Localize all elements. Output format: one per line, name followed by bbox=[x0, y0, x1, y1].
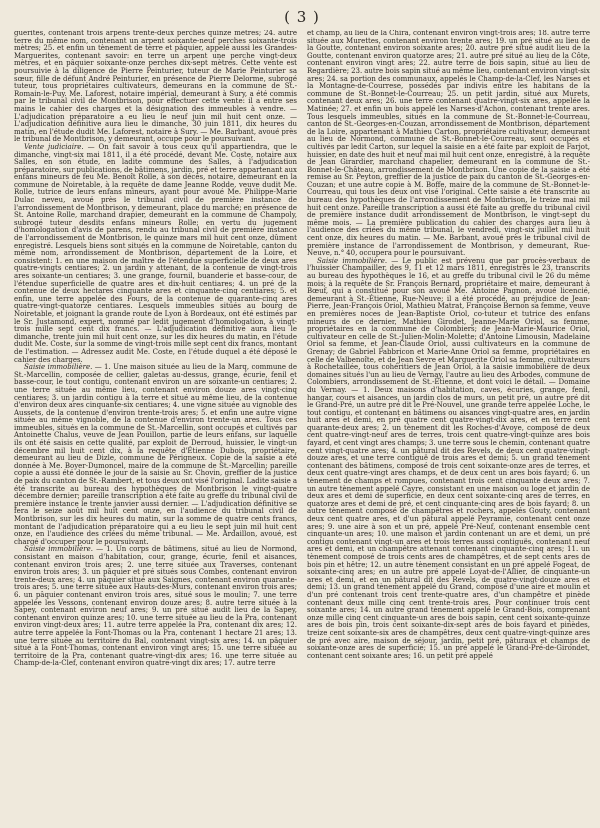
notice-paragraph bbox=[14, 30, 297, 144]
notice-paragraph bbox=[14, 546, 297, 668]
notice-text: guerites, contenant trois arpens trente-deux perches quinze mètres; 24. autre terre du même nom, contenant un arpent soixante-neuf perches soixante-trois mètres; 25. et enfin un tènement de terre et pâquier, appelé aussi les Grandes-Marguerites, contenant savoir: en terre un arpent une perche vingt-deux mètres, et en pâquier soixante-onze perches dix-sept mètres. Cette vente est poursuivie à la diligence de Pierre Peinturier, tuteur de Marie Peinturier sa sœur, fille de défunt André Peinturier, en présence de Pierre Delorme, subrogé tuteur, tous propriétaires cultivateurs, demeurans en la commune de St.-Romain-le-Puy. Me. Laforest, notaire impérial, demeurant à Sury, a été commis par le tribunal civil de Montbrison, pour effectuer cette vente: il a entre ses mains le cahier des charges et la désignation des immeubles à vendre. — L'adjudication préparatoire a eu lieu le neuf juin mil huit cent onze. — L'adjudication définitive aura lieu le dimanche, 30 juin 1811, dix heures du matin, en l'étude dudit Me. Laforest, notaire à Sury. — Me. Barbant, avoué près le tribunal de Montbrison, y demeurant, occupe pour le poursuivant. bbox=[14, 30, 297, 144]
right-column bbox=[307, 30, 590, 820]
notice-paragraph bbox=[14, 364, 297, 546]
notice-paragraph bbox=[307, 258, 590, 660]
notice-paragraph bbox=[307, 30, 590, 258]
notice-heading: Saisie immobilière. bbox=[317, 256, 388, 265]
notice-text: et champ, au lieu de la Chira, contenant environ vingt-trois ares; 18. autre terre située aux Murettes, contenant environ trente ares; 19. un pré situé au lieu de la Goutte, contenant environ soixante ares; 20. autre pré situé audit lieu de la Goutte, contenant environ quatorze ares; 21. autre pré situé au lieu de la Côte, contenant environ vingt ares; 22. autre terre de bois sapin, situé au lieu de Regardière; 23. autre bois sapin situé au même lieu, contenant environ vingt-six ares; 24. sa portion des communaux, appelés le Champ-de-la-Clef, les Narses et la Montagne-de-Courrese, possédés par indivis entre les habitans de la commune de St.-Bonnet-le-Courreau; 25. un petit jardin, situé aux Murets, contenant deux ares; 26. une terre contenant quatre-vingt-six ares, appelée la Matinée; 27. et enfin un bois appelé les Narses-d'Achon, contenant trente ares. Tous lesquels immeubles, situés en la commune de St.-Bonnet-le-Courreau, canton de St.-Georges-en-Couzan, arrondissement de Montbrison, département de la Loire, appartenant à Mathieu Carton, propriétaire cultivateur, demeurant au lieu de Normond, commune de St.-Bonnet-le-Courreau, sont occupés et cultivés par ledit Carton, sur lequel la saisie en a été faite par exploit de Farjot, huissier, en date des huit et neuf mai mil huit cent onze, enregistré, à la requête de Jean Girardier, marchand chapelier, demeurant en la commune de St.-Bonnet-le-Château, arrondissement de Montbrison. Une copie de la saisie a été remise au Sr. Peyton, greffier de la justice de paix du canton de St.-Georges-en-Couzan; et une autre copie à M. Boffe, maire de la commune de St.-Bonnet-le-Courreau, qui tous les deux ont visé l'original. Cette saisie a été transcrite au bureau des hypothèques de l'arrondissement de Montbrison, le treize mai mil huit cent onze. Pareille transcription a aussi été faite au greffe du tribunal civil de première instance dudit arrondissement de Montbrison, le vingt-sept du même mois. — La première publication du cahier des charges aura lieu à l'audience des criées du même tribunal, le vendredi, vingt-six juillet mil huit cent onze, dix heures du matin. — Me. Barbant, avoué près le tribunal civil de première instance de l'arrondissement de Montbrison, y demeurant, Rue-Neuve, n.° 40, occupera pour le poursuivant. bbox=[307, 30, 590, 258]
notice-text: — 1. Un corps de bâtimens, situé au lieu de Normond, consistant en maison d'habitation, cour, grange, écurie, fenil et aisances, contenant environ trois ares; 2. une terre située aux Traverses, contenant environ trois ares; 3. un pâquier et pré situés sous Combes, contenant environ trente-deux ares; 4. un pâquier situé aux Saignes, contenant environ quarante-trois ares; 5. une terre située aux Hauts-des-Murs, contenant environ trois ares; 6. un pâquier contenant environ trois ares, situé sous le moulin; 7. une terre appelée les Vessons, contenant environ douze ares; 8. autre terre située à la Sapey, contenant environ neuf ares; 9. un pré situé audit lieu de la Sapey, contenant environ quinze ares; 10. une terre située au lieu de la Pra, contenant environ vingt-deux ares; 11. autre terre appelée la Pra, contenant dix ares; 12. autre terre appelée la Font-Thomas ou la Pra, contenant 1 hectare 21 ares; 13. une terre située au territoire du Bal, contenant vingt-six ares; 14. un pâquier situé à la Font-Thomas, contenant environ vingt ares; 15. une terre située au territoire de la Pra, contenant quatre-vingt-dix ares; 16. une terre située au Champ-de-la-Clef, contenant environ quatre-vingt dix ares; 17. autre terre bbox=[14, 545, 297, 668]
notice-text: — 1. Une maison située au lieu de la Marq, commune de St.-Marcellin, composée de cellier, galetas au-dessus, grange, écurie, fenil et basse-cour, le tout contigu, contenant environ un are soixante-un centiares; 2. une terre située au même lieu, contenant environ douze ares vingt-cinq centiares; 3. un jardin contigu à la terre et situé au même lieu, de la contenue d'environ deux ares cinquante-six centiares; 4. une vigne située au vignoble des Aussets, de la contenue d'environ trente-trois ares; 5. et enfin une autre vigne située au même vignoble, de la contenue d'environ trente-un ares. Tous ces immeubles, situés en la commune de St.-Marcellin, sont occupés et cultivés par Antoinette Chalus, veuve de Jean Pouillon, partie de leurs enfans, sur laquelle ils ont été saisis en cette qualité, par exploit de Derroud, huissier, le vingt-un décembre mil huit cent dix, à la requête d'Étienne Dubois, propriétaire, demeurant au lieu de Dizle, commune de Périgneux. Copie de la saisie a été donnée à Me. Boyer-Dumoncel, maire de la commune de St.-Marcellin; pareille copie a aussi été donnée le jour de la saisie au Sr. Chovin, greffier de la justice de paix du canton de St.-Rambert, et tous deux ont visé l'original. Ladite saisie a été transcrite au bureau des hypothèques de Montbrison le vingt-quatre décembre dernier; pareille transcription a été faite au greffe du tribunal civil de première instance le trente janvier aussi dernier. — L'adjudication définitive se fera le seize août mil huit cent onze, en l'audience du tribunal civil de Montbrison, sur les dix heures du matin, sur la somme de quatre cents francs, montant de l'adjudication préparatoire qui a eu lieu le sept juin mil huit cent onze, en l'audience des criées du même tribunal. — Me. Ardaillon, avoué, est chargé d'occuper pour le poursuivant. bbox=[14, 363, 297, 546]
notice-heading: Vente judiciaire. bbox=[24, 142, 84, 151]
notice-heading: Saisie immobilière. bbox=[24, 545, 94, 554]
text-columns bbox=[14, 30, 590, 820]
page-number: ( 3 ) bbox=[284, 8, 320, 26]
notice-text: — On fait savoir à tous ceux qu'il appartiendra, que le dimanche, vingt-six mai 1811, il a été procédé, devant Me. Coste, notaire aux Salles, en son étude, en ladite commune des Salles, à l'adjudication préparatoire, sur publications, de bâtimens, jardin, pré et terre appartenant aux enfans mineurs de feu Me. Benoît Rolle, à son décès, notaire, demeurant en la commune de Noiretable, à la requête de dame Jeanne Rodde, veuve dudit Me. Rolle, tutrice de leurs enfans mineurs, ayant pour avoué Me. Philippe-Marie Dulac neveu, avoué près le tribunal civil de première instance de l'arrondissement de Montbrison, y demeurant, place du marché; en présence de St. Antoine Rolle, marchand drapier, demeurant en la commune de Champoly, subrogé tuteur desdits enfans mineurs Rolle; en vertu du jugement d'homologation d'avis de parens, rendu au tribunal civil de première instance de l'arrondissement de Montbrison, le quinze mars mil huit cent onze, dûment enregistré. Lesquels biens sont situés en la commune de Noiretable, canton du même nom, arrondissement de Montbrison, département de la Loire, et consistent: 1. en une maison de maître de l'étendue superficielle de deux ares quatre-vingts centiares; 2. un jardin y attenant, de la contenue de vingt-trois ares soixante-un centiares; 3. une grange, fournil, buanderie et basse-cour, de l'étendue superficielle de quatre ares et dix-huit centiares; 4. un pré de la contenue de deux hectares cinquante ares et cinquante-cinq centiares; 5. et enfin, une terre appelée des Fours, de la contenue de quarante-cinq ares quatre-vingt-quatorze centiares. Lesquels immeubles situés au bourg de Noiretable, et joignant la grande route de Lyon à Bordeaux, ont été estimés par le Sr. Justamond, expert, nommé par ledit jugement d'homologation, à vingt-trois mille sept cent dix francs. — L'adjudication définitive aura lieu le dimanche, trente juin mil huit cent onze, sur les dix heures du matin, en l'étude dudit Me. Coste, sur la somme de vingt-trois mille sept cent dix francs, montant de l'estimation. — Adressez audit Me. Coste, en l'étude duquel a été déposé le cahier des charges. bbox=[14, 142, 297, 364]
left-column bbox=[14, 30, 297, 820]
notice-heading: Saisie immobilière. bbox=[24, 363, 93, 372]
page-header bbox=[14, 6, 590, 28]
notice-paragraph bbox=[14, 144, 297, 364]
notice-text: — Le public est prévenu que par procès-verbaux de l'huissier Champailler, des 9, 11 et 12 mars 1811, enregistrés le 23, transcrits au bureau des hypothèques le 16, et au greffe du tribunal civil le 26 du même mois; à la requête de Sr. François Bernard, propriétaire et maire, demeurant à Bœuf, qui a constitué pour son avoué Me. Antoine Pagnon, avoué licencié, demeurant à St.-Étienne, Rue-Neuve; il a été procédé, au préjudice de Jean-Pierre, Jean-François Oriol, Mathieu Matrat, Françoise Bernon sa femme, veuve en premières noces de Jean-Baptiste Oriol, co-tuteur et tutrice des enfans mineurs de ce dernier, Mathieu Girodet, Jeanne-Marie Oriol, sa femme, propriétaires en la commune de Colombiers; de Jean-Marie-Maurice Oriol, cultivateur en celle de St.-Julien-Molin-Molette; d'Antoine Limousin, Madelaine Oriol sa femme, et Jean-Claude Oriol, aussi cultivateurs en la commune de Grenay; de Gabriel Fabbricon et Marie-Anne Oriol sa femme, propriétaires en celle de Valbenoîte, et de Jean Sevre et Marguerite Oriol sa femme, cultivateurs à Rochetaillée, tous cohéritiers de Jean Oriol, à la saisie immobilière de deux domaines situés l'un au lieu de Vernay, l'autre au lieu des Arbodes, commune de Colombiers, arrondissement de St.-Étienne, et dont voici le détail. — Domaine du Vernay. — 1. Deux maisons d'habitation, caves, écuries, grange, fenil, hangar, cours et aisances, un jardin clos de murs, un petit pré, un autre pré dit le Grand-Pré, un autre pré dit le Pré-Nouvel, une grande terre appelée Loche, le tout contigu, et contenant en bâtimens ou aisances vingt-quatre ares, en jardin huit ares et demi, en pré quatre cent quatre-vingt-dix ares, et en terre cent quarante-deux ares; 2. un tènement dit les Roches-d'Avoye, composé de deux cent quatre-vingt-neuf ares de terres, trois cent quatre-vingt-quinze ares bois fayard, et cent vingt ares champs; 3. une terre sous le chemin, contenant quatre cent vingt-quatre ares; 4. un pâtural dit des Revels, de deux cent quatre-vingt-douze ares, et une terre contiguë de trois ares et demi; 5. un grand tènement contenant des bâtimens, composé de trois cent soixante-onze ares de terres, et deux cent quatre-vingt ares champs, et de deux cent un ares bois fayard; 6. un tènement de champs et rompues, contenant trois cent cinquante deux ares; 7. un autre tènement appelé Cayre, consistant en une maison ou loge et jardin de deux ares et demi de superficie, en deux cent soixante-cinq ares de terres, en quatorze ares et demi de pré, et cent cinquante-cinq ares de bois fayard; 8. un autre tènement composé de champêtres et rochers, appelés Gouty, contenant deux cent quatre ares, et d'un pâtural appelé Peyramie, contenant cent onze ares; 9. une aire à son et un pré, appelé Pré-Neuf, contenant ensemble cent cinquante-un ares; 10. une maison et jardin contenant un are et demi, un pré contigu contenant vingt-un ares et trois terres aussi contiguës, contenant neuf ares et demi, et un champêtre attenant contenant cinquante-cinq ares; 11. un tènement composé de trois cents ares de champêtres, et de sept cents ares de bois pin et hêtre; 12. un autre tènement consistant en un pré appelé Fogeat, de soixante-cinq ares; en un autre pré appelé Loyat-de-l'Allier, de cinquante-un ares et demi, et en un pâtural dit des Revels, de quatre-vingt-douze ares et demi; 13. un grand tènement appelé du Grand, composé d'une aire et moulin et d'un pré contenant trois cent trente-quatre ares, d'un champêtre et pinède contenant deux mille cinq cent trente-trois ares. Pour continuer trois cent soixante ares; 14. un autre grand tènement appelé le Grand-Bois, comprenant onze mille cinq cent cinquante-un ares de bois sapin, cent cent soixante-quinze ares de bois pin, trois cent soixante-dix-sept ares de bois fayard et pinèdes, treize cent soixante-six ares de champêtres, deux cent quatre-vingt-quinze ares de pré avec aire, maison de séjour, jardin, petit pré, pâturaux et champs de soixante-onze ares de superficie; 15. un pré appelé le Grand-Pré-de-Girondet, contenant cent soixante ares; 16. un petit pré appelé bbox=[307, 256, 590, 660]
